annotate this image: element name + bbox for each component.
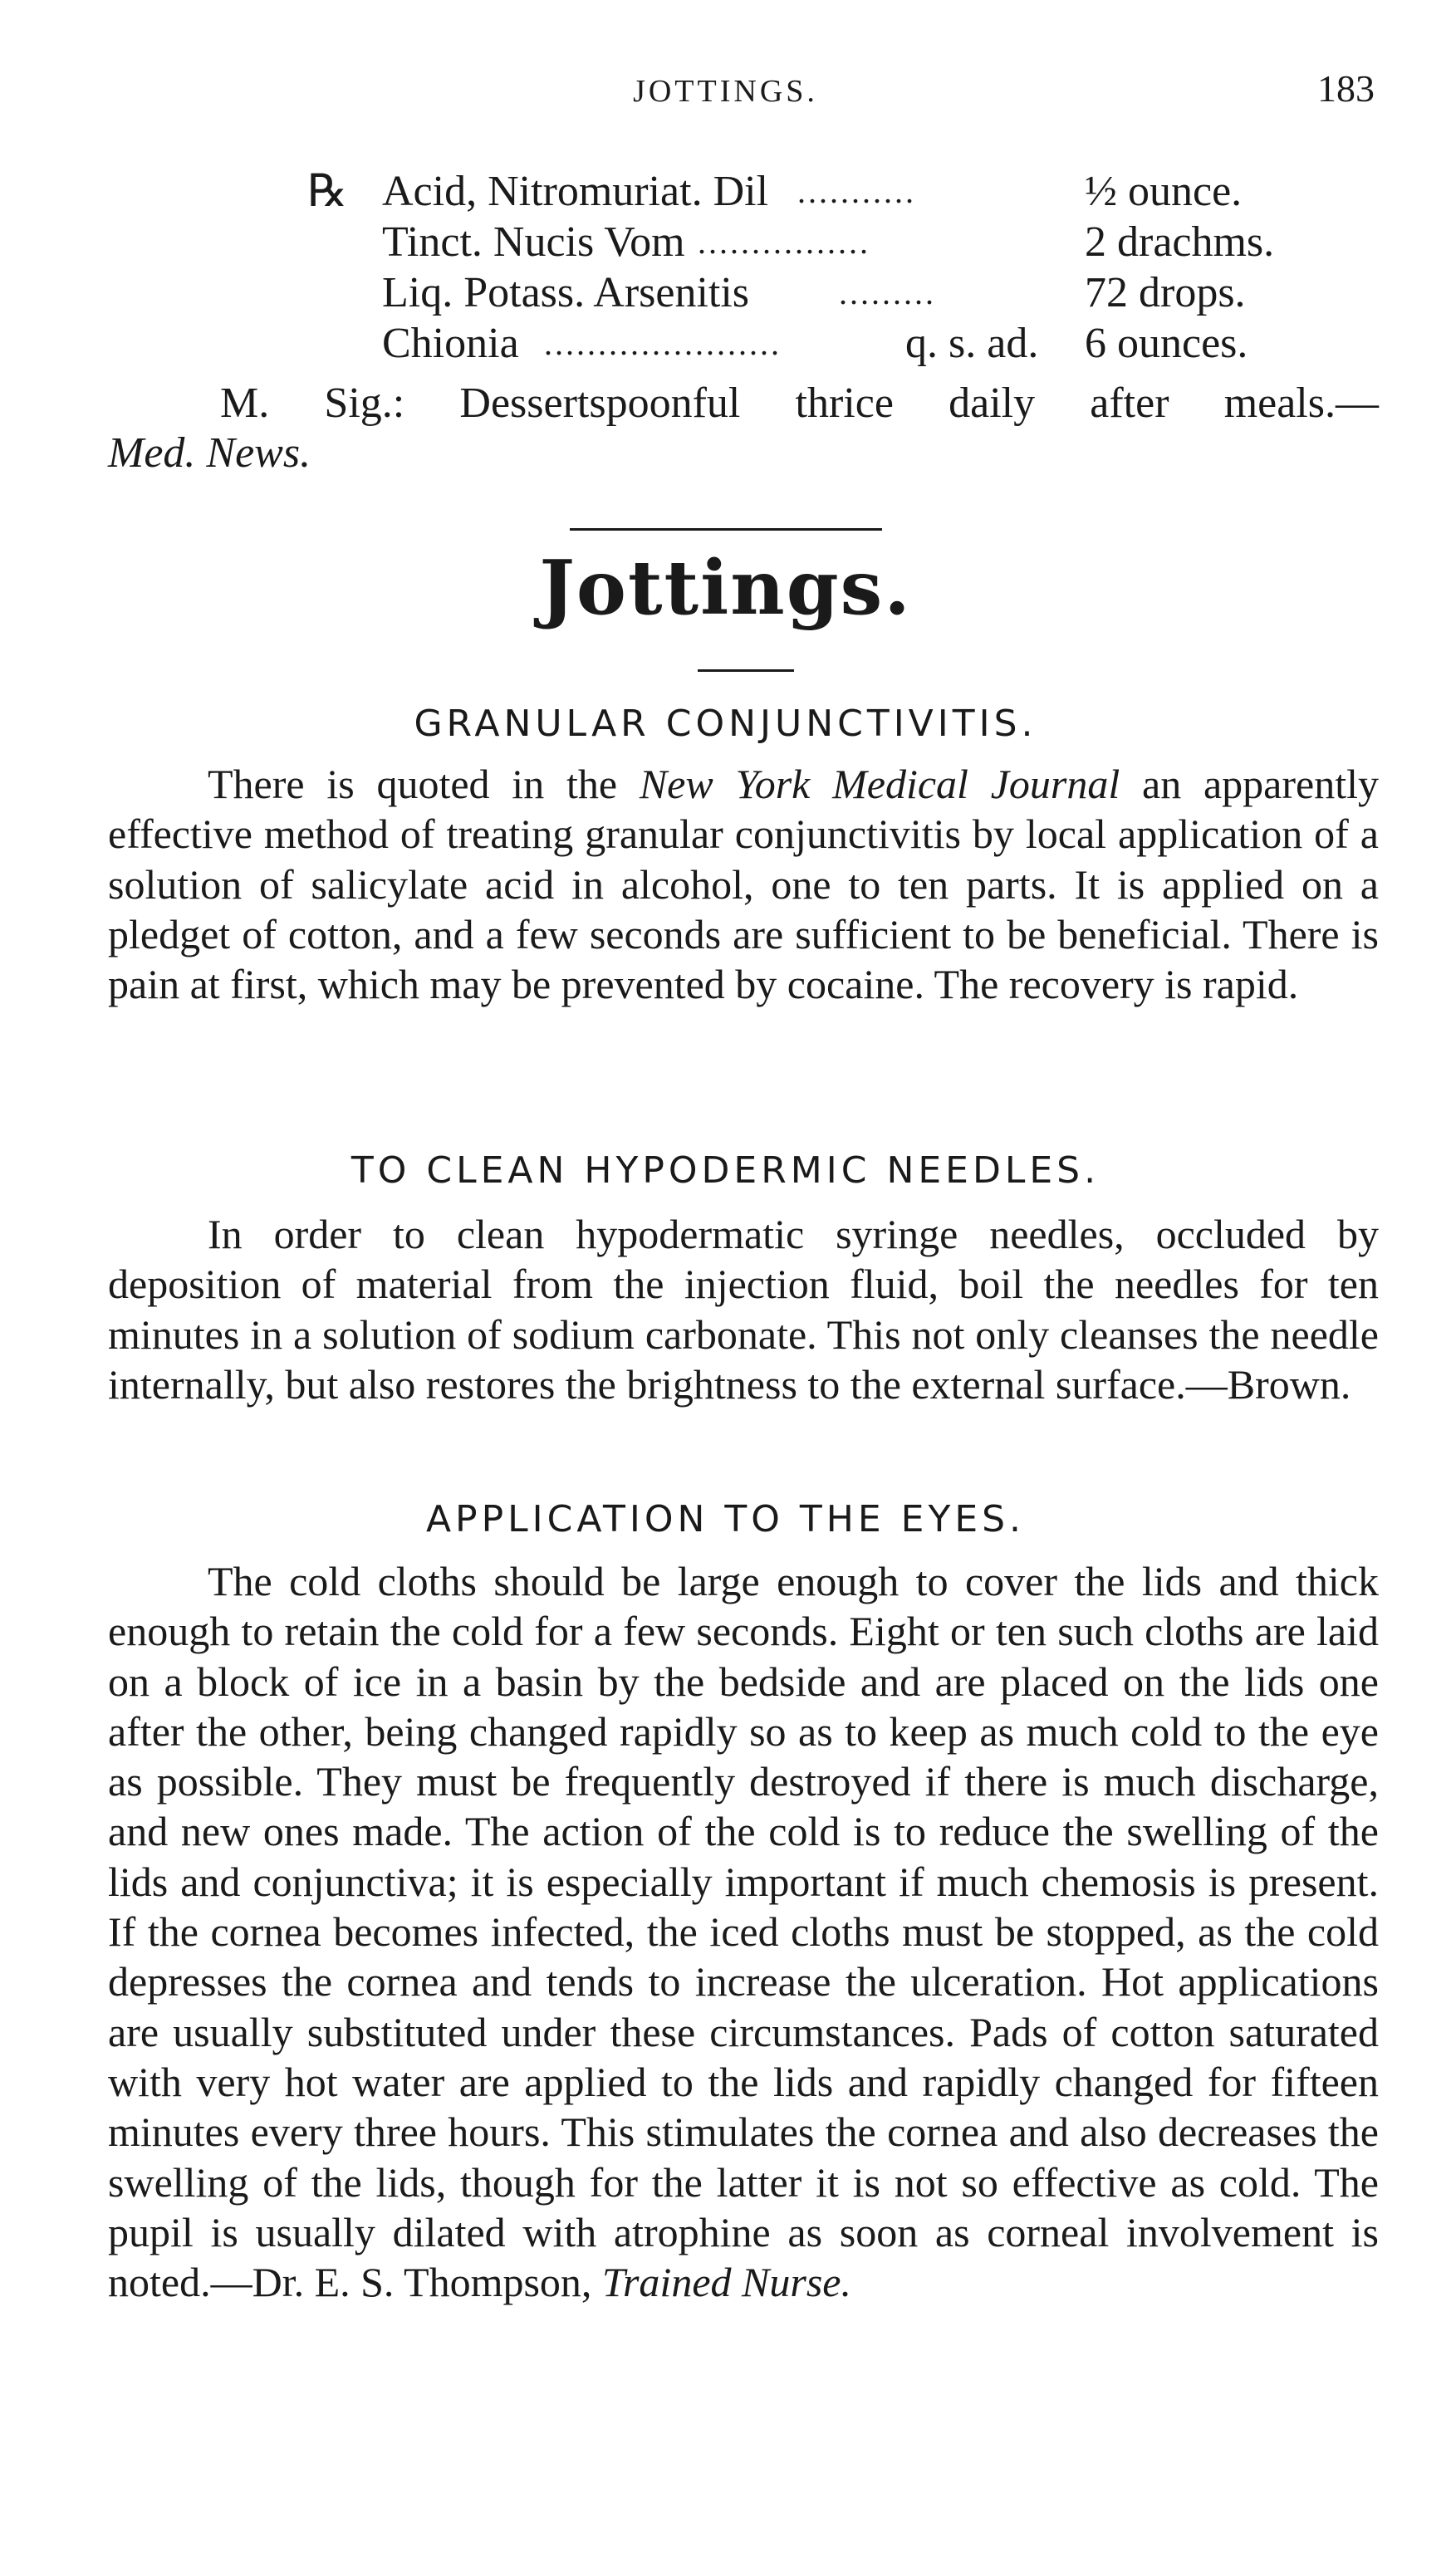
ingredient-name: Chionia [382,320,519,367]
body-text: There is quoted in the [208,761,640,807]
article-body [108,759,1379,1009]
ingredient-name: Liq. Potass. Arsenitis [382,269,750,316]
article-heading: TO CLEAN HYPODERMIC NEEDLES. [350,1149,1101,1192]
page-number: 183 [1317,67,1375,110]
body-text: In order to clean hypodermatic syringe needles, occluded by deposition of material from the injection fluid, boil the needles for ten minutes in a solution of sodium carbonate. This not only cleanses the needle internally, but also restores the brightness to the external surface.—Brown. [108,1211,1379,1408]
ingredient-amount: 6 ounces. [1085,320,1248,367]
running-title: JOTTINGS. [633,74,818,109]
dot-leader: ........... [797,173,916,210]
prescription-row [307,267,1379,318]
recipe-symbol: ℞ [307,166,348,216]
title-underline [698,669,794,672]
section-title: Jottings. [539,544,912,632]
directions-text: M. Sig.: Dessertspoonful thrice daily after meals.— [220,380,1379,427]
prescription-directions [108,379,1379,478]
ingredient-name: Tinct. Nucis Vom [382,218,685,266]
journal-title: New York Medical Journal [639,761,1120,807]
ingredient-amount: ½ ounce. [1085,168,1243,215]
body-text: an apparently effective method of treating granular conjunctivitis by local application of a solution of salicylate acid in alcohol, one to ten parts. It is applied on a pledget of cotton, and a few seconds are sufficient to be beneficial. There is pain at first, which may be prevented by cocaine. The recovery is rapid. [108,761,1379,1008]
ingredient-name: Acid, Nitromuriat. Dil [382,168,769,215]
ingredient-note: q. s. ad. [905,320,1039,367]
ingredient-amount: 72 drops. [1085,269,1246,316]
prescription-row [307,166,1379,217]
prescription-row [307,318,1379,369]
ingredient-amount: 2 drachms. [1085,218,1275,266]
dot-leader: ................ [698,223,870,261]
section-divider [570,528,882,531]
dot-leader: ...................... [544,325,782,362]
source-citation: Med. News. [108,429,311,477]
article-heading: GRANULAR CONJUNCTIVITIS. [414,703,1037,745]
prescription-row [307,217,1379,267]
article-body [108,1556,1379,2307]
body-text: The cold cloths should be large enough to cover the lids and thick enough to retain the cold for a few seconds. Eight or ten such cloths are laid on a block of ice in a basin by the bedside and are placed on the lids one after the other, being changed rapidly so as to keep as much cold to the eye as possible. They must be frequently destroyed if there is much discharge, and new ones made. The action of the cold is to reduce the swelling of the lids and conjunctiva; it is especially important if much chemosis is present. If the cornea becomes infected, the iced cloths must be stopped, as the cold depresses the cornea and tends to increase the ulceration. Hot applications are usually substituted under these circumstances. Pads of cotton saturated with very hot water are applied to the lids and rapidly changed for fifteen minutes every three hours. This stimulates the cornea and also decreases the swelling of the lids, though for the latter it is not so effective as cold. The pupil is usually dilated with atrophine as soon as corneal involvement is noted.—Dr. E. S. Thompson, [108,1558,1379,2306]
prescription-block [307,166,1379,369]
article-body [108,1209,1379,1409]
running-header [0,66,1451,125]
source-citation: Trained Nurse. [601,2259,851,2306]
article-heading: APPLICATION TO THE EYES. [425,1498,1026,1540]
dot-leader: ......... [839,274,936,311]
